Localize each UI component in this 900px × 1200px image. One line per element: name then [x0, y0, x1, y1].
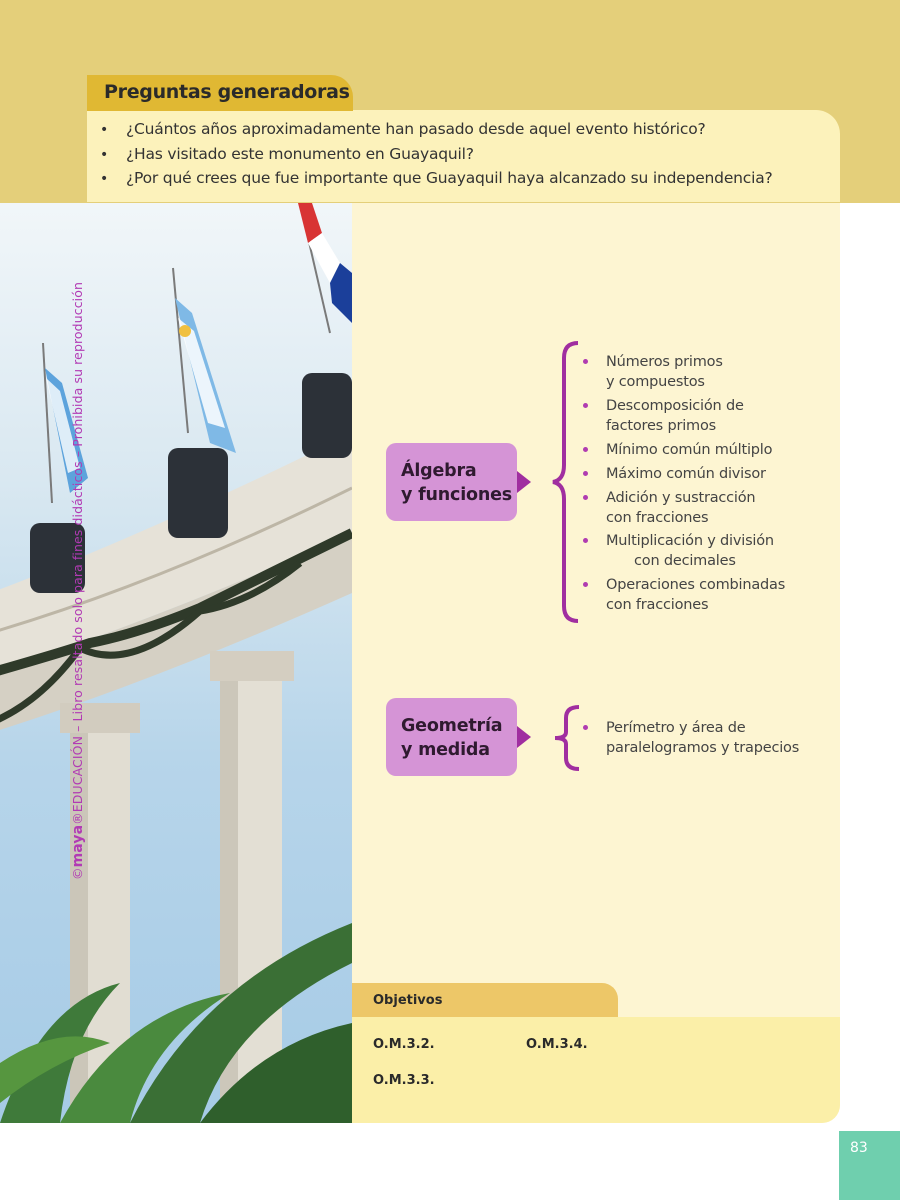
- topic-block-geometria: Geometría y medida: [386, 698, 517, 776]
- monument-illustration: [0, 203, 352, 1123]
- copyright-notice: ©maya®EDUCACIÓN – Libro resaltado solo para fines didácticos – Prohibida su reproducción: [70, 281, 86, 880]
- objective-code: O.M.3.3.: [373, 1073, 435, 1088]
- topic-item: Adición y sustracción con fracciones: [606, 488, 755, 528]
- question-item: • ¿Has visitado este monumento en Guayaquil?: [100, 144, 474, 163]
- question-item: • ¿Cuántos años aproximadamente han pasado desde aquel evento histórico?: [100, 120, 706, 138]
- topic-item: Multiplicación y división con decimales: [606, 531, 774, 571]
- brand-logo: maya: [70, 824, 86, 868]
- questions-title: Preguntas generadoras: [104, 81, 350, 103]
- topic-item: Perímetro y área de paralelogramos y trapecios: [606, 718, 799, 758]
- monument-photo: [0, 203, 352, 1123]
- page-number: 83: [850, 1140, 868, 1156]
- objectives-title: Objetivos: [373, 993, 443, 1008]
- curly-brace-icon: [550, 704, 582, 772]
- topic-item: Máximo común divisor: [606, 464, 766, 484]
- arrow-right-icon: [517, 726, 531, 748]
- page-number-tab: [839, 1131, 900, 1200]
- objectives-box: [352, 1017, 840, 1123]
- question-item: • ¿Por qué crees que fue importante que Guayaquil haya alcanzado su independencia?: [100, 169, 773, 187]
- objective-code: O.M.3.2.: [373, 1037, 435, 1052]
- objective-code: O.M.3.4.: [526, 1037, 588, 1052]
- topic-item: Números primos y compuestos: [606, 352, 723, 392]
- topic-block-algebra: Álgebra y funciones: [386, 443, 517, 521]
- questions-list: [100, 118, 773, 192]
- curly-brace-icon: [548, 340, 582, 624]
- topic-item: Descomposición de factores primos: [606, 396, 744, 436]
- topic-item: Operaciones combinadas con fracciones: [606, 575, 785, 615]
- arrow-right-icon: [517, 471, 531, 493]
- topic-item: Mínimo común múltiplo: [606, 440, 772, 460]
